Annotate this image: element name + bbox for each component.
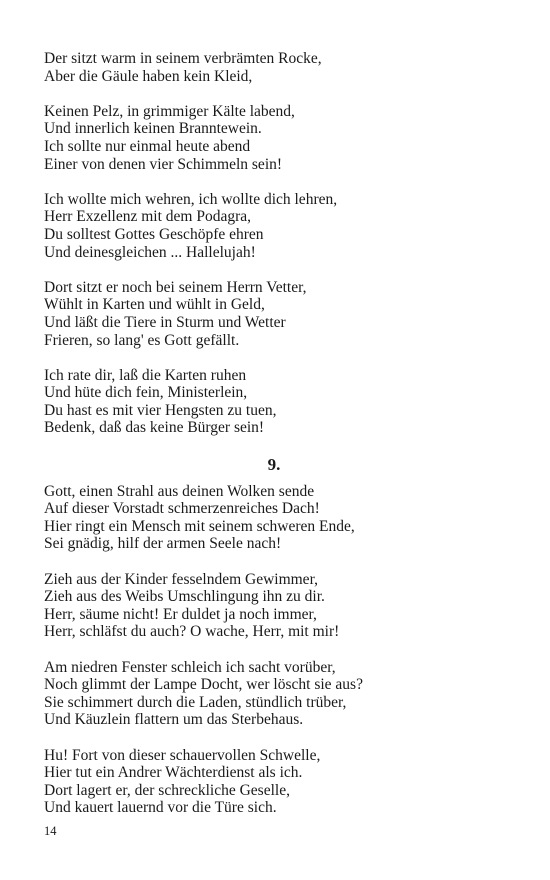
verse-line: Und läßt die Tiere in Sturm und Wetter bbox=[44, 313, 286, 331]
verse-line: Dort sitzt er noch bei seinem Herrn Vetter, bbox=[44, 278, 307, 296]
verse-line: Frieren, so lang' es Gott gefällt. bbox=[44, 331, 240, 349]
verse-line: Und deinesgleichen ... Hallelujah! bbox=[44, 243, 256, 261]
verse-line: Herr Exzellenz mit dem Podagra, bbox=[44, 208, 252, 226]
verse-line: Hu! Fort von dieser schauervollen Schwelle, bbox=[44, 746, 321, 764]
verse-line: Noch glimmt der Lampe Docht, wer löscht sie aus? bbox=[44, 676, 363, 694]
verse-line: Am niedren Fenster schleich ich sacht vorüber, bbox=[44, 658, 336, 676]
stanza bbox=[44, 659, 504, 729]
stanza bbox=[44, 279, 504, 349]
verse-line: Du hast es mit vier Hengsten zu tuen, bbox=[44, 401, 277, 419]
verse-line: Herr, säume nicht! Er duldet ja noch immer, bbox=[44, 605, 317, 623]
verse-line: Gott, einen Strahl aus deinen Wolken sende bbox=[44, 482, 315, 500]
verse-line: Aber die Gäule haben kein Kleid, bbox=[44, 67, 253, 85]
stanza bbox=[44, 571, 504, 641]
stanza bbox=[44, 483, 504, 553]
verse-line: Sie schimmert durch die Laden, stündlich trüber, bbox=[44, 693, 347, 711]
poem-number-heading: 9. bbox=[267, 454, 281, 474]
stanza bbox=[44, 367, 504, 437]
stanza bbox=[44, 103, 504, 173]
verse-line: Zieh aus des Weibs Umschlingung ihn zu dir. bbox=[44, 588, 325, 606]
verse-line: Und Käuzlein flattern um das Sterbehaus. bbox=[44, 711, 304, 729]
verse-line: Und hüte dich fein, Ministerlein, bbox=[44, 384, 248, 402]
verse-line: Zieh aus der Kinder fesselndem Gewimmer, bbox=[44, 570, 318, 588]
verse-line: Einer von denen vier Schimmeln sein! bbox=[44, 155, 283, 173]
verse-line: Sei gnädig, hilf der armen Seele nach! bbox=[44, 535, 282, 553]
verse-line: Hier ringt ein Mensch mit seinem schweren Ende, bbox=[44, 517, 355, 535]
page-number: 14 bbox=[44, 824, 57, 838]
verse-line: Dort lagert er, der schreckliche Geselle, bbox=[44, 781, 290, 799]
verse-line: Und innerlich keinen Branntewein. bbox=[44, 120, 262, 138]
stanza bbox=[44, 50, 504, 85]
verse-line: Hier tut ein Andrer Wächterdienst als ich. bbox=[44, 764, 303, 782]
verse-line: Ich sollte nur einmal heute abend bbox=[44, 137, 251, 155]
poem-9 bbox=[44, 483, 504, 817]
verse-line: Du solltest Gottes Geschöpfe ehren bbox=[44, 225, 264, 243]
page-text-block bbox=[44, 50, 504, 835]
verse-line: Der sitzt warm in seinem verbrämten Rocke, bbox=[44, 50, 322, 67]
verse-line: Auf dieser Vorstadt schmerzenreiches Dach! bbox=[44, 500, 320, 518]
verse-line: Bedenk, daß das keine Bürger sein! bbox=[44, 419, 265, 437]
verse-line: Ich wollte mich wehren, ich wollte dich lehren, bbox=[44, 190, 338, 208]
stanza bbox=[44, 747, 504, 817]
stanza bbox=[44, 191, 504, 261]
verse-line: Und kauert lauernd vor die Türe sich. bbox=[44, 799, 277, 817]
verse-line: Ich rate dir, laß die Karten ruhen bbox=[44, 366, 247, 384]
verse-line: Herr, schläfst du auch? O wache, Herr, mit mir! bbox=[44, 623, 340, 641]
verse-line: Wühlt in Karten und wühlt in Geld, bbox=[44, 296, 265, 314]
poem-8-continued bbox=[44, 50, 504, 437]
verse-line: Keinen Pelz, in grimmiger Kälte labend, bbox=[44, 102, 295, 120]
